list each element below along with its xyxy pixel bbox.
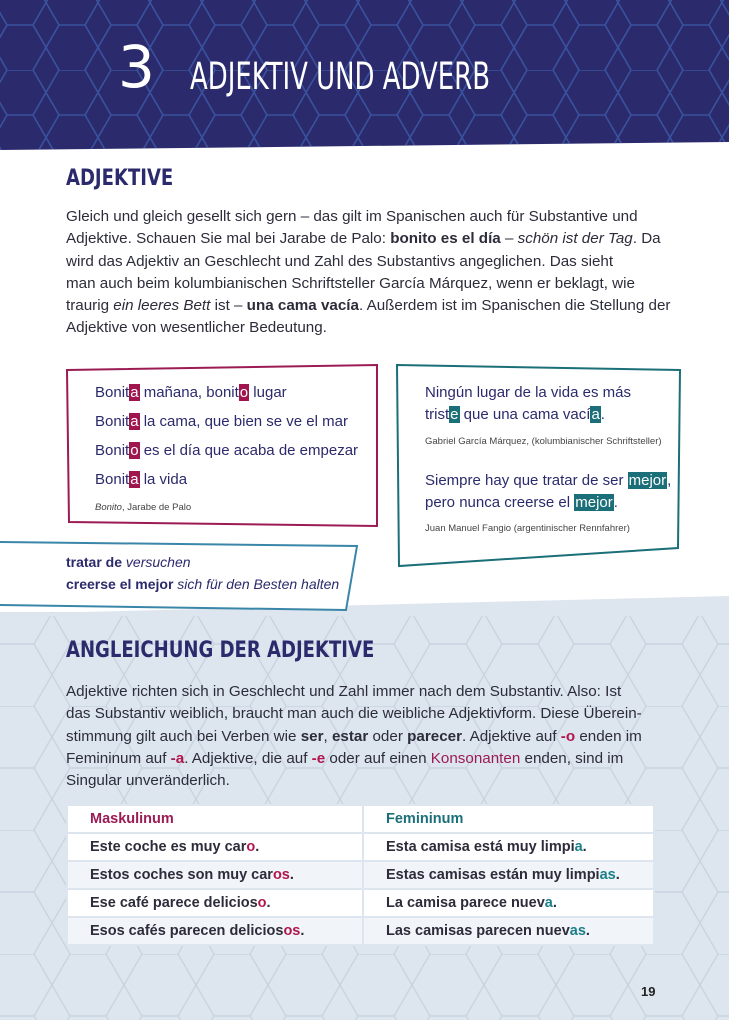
text-segment: Adjektive. Schauen Sie mal bei Jarabe de Palo:: [66, 230, 391, 248]
section-heading-adjektive: ADJEKTIVE: [66, 166, 174, 191]
feminine-example: [363, 889, 654, 917]
text-segment: versuchen: [122, 554, 191, 570]
text-segment: es el día que acaba de empezar: [139, 442, 359, 459]
text-segment: estar: [331, 727, 369, 745]
highlighted-ending: mejor: [575, 494, 613, 511]
masculine-example: [67, 861, 363, 889]
text-segment: stimmung gilt auch bei Verben wie: [66, 727, 301, 745]
feminine-example: [363, 861, 654, 889]
song-line-4: [95, 471, 187, 488]
table-row: [67, 917, 654, 945]
song-line-1: [95, 384, 287, 401]
text-segment: .: [585, 923, 590, 939]
text-segment: pero nunca creerse el: [425, 494, 575, 511]
text-segment: Esta camisa está muy limpi: [386, 839, 575, 855]
paragraph-line: [66, 317, 666, 339]
highlighted-ending: o: [239, 384, 249, 401]
text-segment: sich für den Besten halten: [173, 576, 340, 592]
text-segment: .: [266, 895, 271, 911]
highlighted-ending: a: [130, 471, 139, 488]
masculine-example: [67, 889, 363, 917]
highlighted-ending: a: [130, 384, 139, 401]
vocabulary-border: [0, 540, 360, 610]
text-segment: Singular unveränderlich.: [66, 772, 230, 790]
text-segment: que una cama vací: [459, 406, 591, 423]
text-segment: wird das Adjektiv an Geschlecht und Zahl des Substantivs angeglichen. Das sieht: [66, 252, 614, 270]
song-line-3: [95, 442, 358, 459]
masculine-example: [67, 917, 363, 945]
highlighted-ending: a: [130, 413, 139, 430]
text-segment: Este coche es muy car: [90, 839, 247, 855]
marquez-source: Gabriel García Márquez, (kolumbianischer Schriftsteller): [425, 436, 662, 447]
header-maskulinum: Maskulinum: [67, 805, 363, 833]
text-segment: trist: [425, 406, 450, 423]
paragraph-line: [66, 273, 666, 295]
adjective-ending: os: [283, 923, 301, 939]
text-segment: oder: [368, 727, 408, 745]
text-segment: . Adjektive, die auf: [184, 749, 312, 767]
text-segment: Bonit: [95, 442, 130, 459]
text-segment: La camisa parece nuev: [386, 895, 545, 911]
text-segment: Bonit: [95, 384, 130, 401]
fangio-quote-line-2: [425, 494, 618, 511]
text-segment: Las camisas parecen nuev: [386, 923, 570, 939]
text-segment: Konsonanten: [430, 749, 521, 767]
adjective-ending: os: [272, 867, 290, 883]
chapter-header: [0, 0, 729, 150]
text-segment: ist –: [210, 297, 247, 315]
text-segment: Adjektive richten sich in Geschlecht und Zahl immer nach dem Substantiv. Also: Ist: [66, 683, 622, 700]
text-segment: la cama, que bien se ve el mar: [139, 413, 348, 430]
quotes-box: [396, 364, 682, 568]
highlighted-ending: a: [591, 406, 600, 423]
text-segment: Siempre hay que tratar de ser: [425, 472, 628, 489]
adjective-ending: o: [257, 895, 267, 911]
text-segment: . Außerdem ist im Spanischen die Stellung der: [358, 297, 671, 315]
masculine-example: [67, 833, 363, 861]
text-segment: oder auf einen: [325, 749, 431, 767]
text-segment: -o: [560, 727, 576, 745]
paragraph-line: [66, 206, 666, 228]
text-segment: . Adjektive auf: [462, 727, 561, 745]
paragraph-line: [66, 295, 671, 317]
text-segment: bonito es el día: [390, 230, 501, 248]
fangio-source: Juan Manuel Fangio (argentinischer Rennfahrer): [425, 523, 630, 534]
marquez-quote-line-2: [425, 406, 605, 423]
highlighted-ending: o: [130, 442, 139, 459]
table-row: [67, 861, 654, 889]
text-segment: .: [255, 839, 260, 855]
vocab-creerse-el-mejor: [66, 576, 339, 592]
text-segment: .: [615, 867, 620, 883]
paragraph-line: [66, 770, 666, 792]
text-segment: ,: [667, 472, 672, 489]
text-segment: .: [600, 406, 605, 423]
text-segment: parecer: [407, 727, 462, 745]
song-line-2: [95, 413, 348, 430]
fangio-quote-line-1: [425, 472, 671, 489]
text-segment: , Jarabe de Palo: [121, 502, 192, 513]
adjective-agreement-table: [66, 804, 655, 946]
text-segment: .: [300, 923, 305, 939]
text-segment: Adjektive von wesentlicher Bedeutung.: [66, 319, 327, 337]
text-segment: creerse el mejor: [66, 576, 174, 592]
text-segment: tratar de: [66, 554, 123, 570]
text-segment: .: [582, 839, 587, 855]
text-segment: .: [289, 867, 294, 883]
table-row: [67, 833, 654, 861]
vocab-tratar-de: [66, 554, 191, 570]
adjective-ending: a: [544, 895, 553, 911]
paragraph-line: [66, 251, 666, 273]
text-segment: –: [500, 230, 518, 248]
text-segment: Ese café parece delicios: [90, 895, 258, 911]
table-header-row: [67, 805, 654, 833]
text-segment: Bonit: [95, 471, 130, 488]
text-segment: .: [552, 895, 557, 911]
text-segment: Gleich und gleich gesellt sich gern – das gilt im Spanischen auch für Substantive und: [66, 208, 638, 225]
text-segment: Estas camisas están muy limpi: [386, 867, 600, 883]
adjective-ending: a: [574, 839, 583, 855]
text-segment: enden, sind im: [520, 749, 624, 767]
section-heading-angleichung: ANGLEICHUNG DER ADJEKTIVE: [66, 638, 375, 663]
feminine-example: [363, 833, 654, 861]
text-segment: -e: [311, 749, 326, 767]
paragraph-line: [66, 748, 666, 770]
text-segment: enden im: [575, 727, 642, 745]
text-segment: traurig: [66, 297, 114, 315]
text-segment: la vida: [139, 471, 188, 488]
text-segment: .: [613, 494, 618, 511]
text-segment: man auch beim kolumbianischen Schriftsteller García Márquez, wenn er beklagt, wie: [66, 274, 635, 292]
text-segment: ein leeres Bett: [113, 297, 211, 315]
text-segment: Ningún lugar de la vida es más: [425, 384, 631, 401]
table-row: [67, 889, 654, 917]
header-femininum: Femininum: [363, 805, 654, 833]
text-segment: ser: [300, 727, 324, 745]
chapter-title: ADJEKTIV UND ADVERB: [190, 55, 491, 98]
chapter-number: 3: [118, 33, 155, 101]
paragraph-line: [66, 681, 666, 703]
highlighted-ending: mejor: [628, 472, 667, 489]
text-segment: das Substantiv weiblich, braucht man auch die weibliche Adjektivform. Diese Überein-: [66, 705, 642, 723]
agreement-paragraph: [66, 681, 666, 792]
text-segment: mañana, bonit: [139, 384, 239, 401]
text-segment: Estos coches son muy car: [90, 867, 273, 883]
paragraph-line: [66, 228, 666, 250]
text-segment: ,: [323, 727, 332, 745]
highlighted-ending: e: [450, 406, 459, 423]
text-segment: schön ist der Tag: [517, 230, 633, 248]
feminine-example: [363, 917, 654, 945]
adjective-ending: as: [569, 923, 586, 939]
song-quote-box: [66, 364, 378, 528]
song-source: [95, 502, 191, 513]
text-segment: Femininum auf: [66, 749, 171, 767]
text-segment: . Da: [632, 230, 661, 248]
text-segment: lugar: [249, 384, 287, 401]
text-segment: una cama vacía: [246, 297, 359, 315]
intro-paragraph: [66, 206, 671, 340]
text-segment: Bonit: [95, 413, 130, 430]
text-segment: Esos cafés parecen delicios: [90, 923, 284, 939]
vocabulary-box: [0, 540, 360, 610]
text-segment: Bonito: [95, 502, 122, 513]
page-number: 19: [641, 984, 656, 999]
marquez-quote-line-1: [425, 384, 631, 401]
paragraph-line: [66, 726, 666, 748]
paragraph-line: [66, 703, 666, 725]
text-segment: -a: [170, 749, 185, 767]
adjective-ending: as: [599, 867, 616, 883]
adjective-ending: o: [246, 839, 256, 855]
